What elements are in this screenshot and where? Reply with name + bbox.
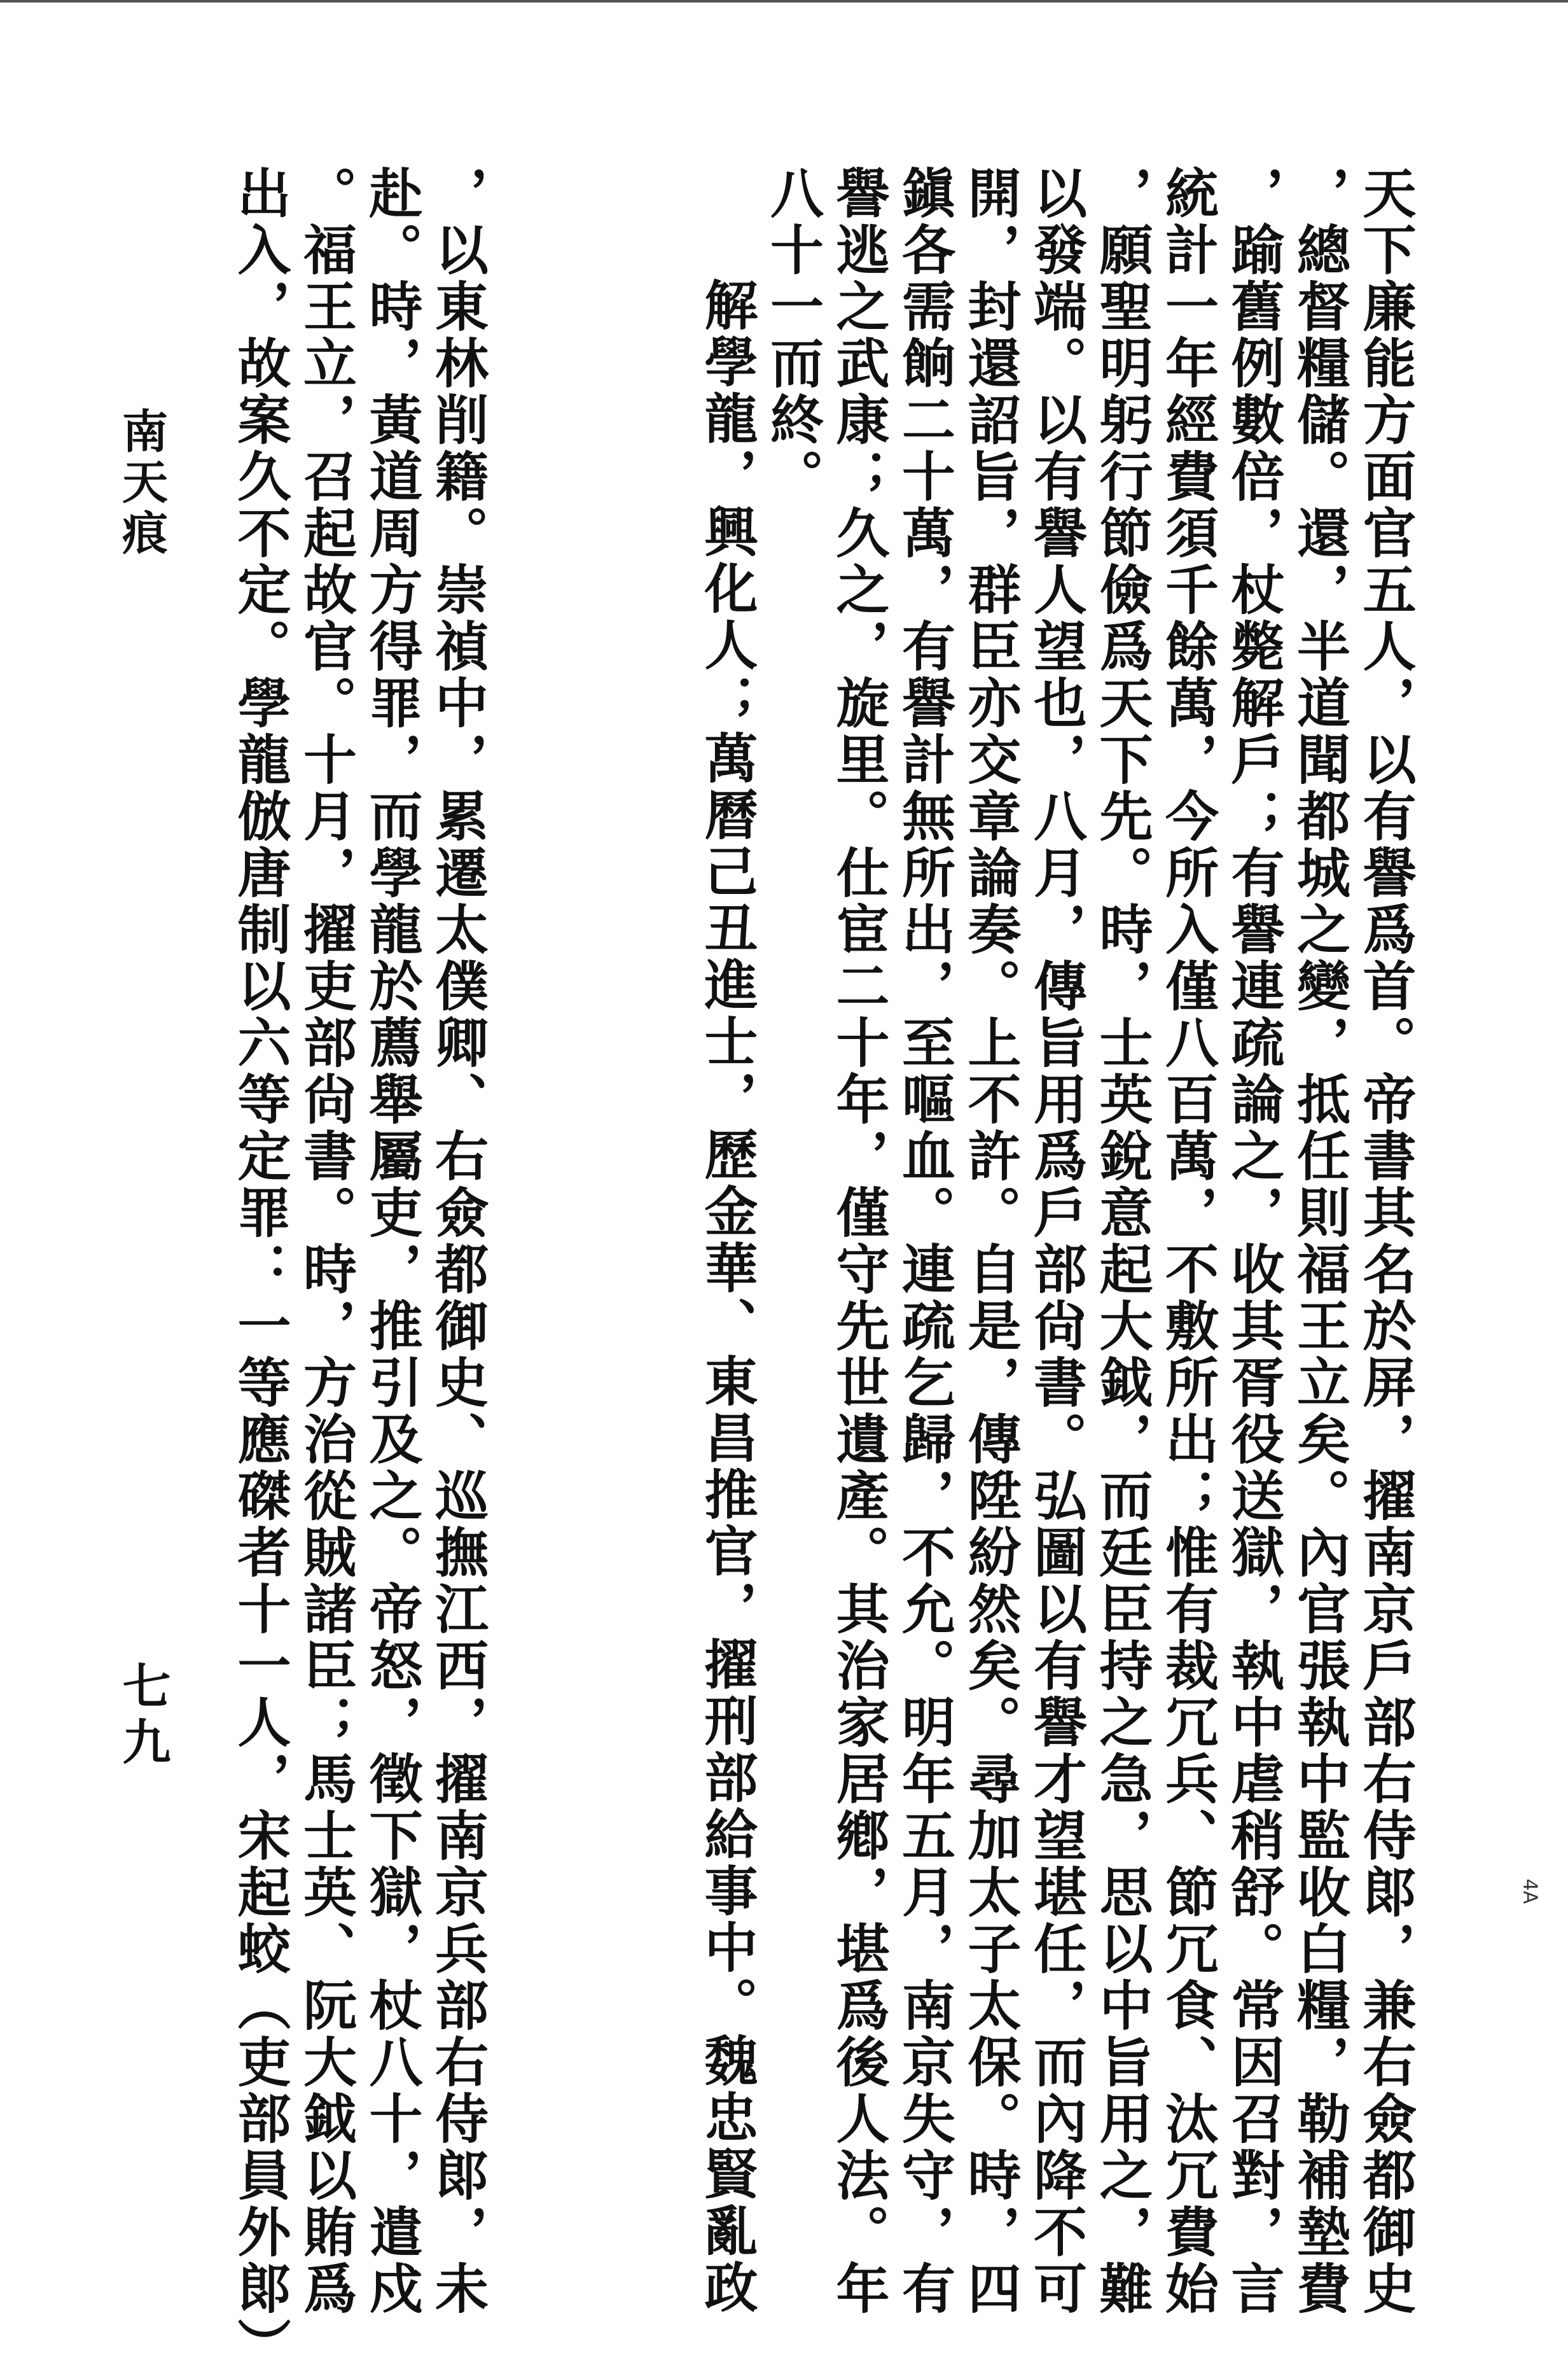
main-text-block [159, 165, 1419, 2374]
text-column: 出入，故案久不定。學龍倣唐制以六等定罪：一等應磔者十一人，宋起蛟（吏部員外郞） [229, 165, 292, 2374]
text-column: 譽逃之武康；久之，旋里。仕宦二十年，僅守先世遺產。其治家居鄕，堪爲後人法。年 [828, 165, 891, 2317]
text-column: 統計一年經費須千餘萬，今所入僅八百萬，不敷所出；惟有裁冗兵、節冗食、汰冗費始 [1156, 165, 1220, 2317]
text-column: ，以東林削籍。崇禎中，累遷太僕卿、右僉都御史、巡撫江西，擢南京兵部右侍郞，未 [426, 165, 490, 2317]
text-column: 。福王立，召起故官。十月，擢吏部尙書。時，方治從賊諸臣；馬士英、阮大鉞以賄爲 [295, 165, 358, 2317]
text-column: 以發端。以有譽人望也，八月，傳旨用爲戶部尙書。弘圖以有譽才望堪任，而內降不可 [1025, 165, 1088, 2317]
margin-mark: 4A [1518, 1878, 1541, 1904]
page-number: 七九 [114, 1661, 171, 1773]
top-border-line [0, 0, 1568, 3]
text-column: 赴。時，黃道周方得罪，而學龍於薦舉屬吏，推引及之。帝怒，徵下獄，杖八十，遣戍 [361, 165, 424, 2317]
text-column: ，總督糧儲。還，半道聞都城之變，抵任則福王立矣。內官張執中監收白糧，勒補墊費 [1288, 165, 1352, 2317]
text-column-entry-start: 解學龍，興化人；萬曆己丑進士，歷金華、東昌推官，擢刑部給事中。魏忠賢亂政 [696, 277, 759, 2316]
text-column: 八十一而終。 [761, 165, 825, 505]
running-head: 南天痕 [114, 407, 169, 560]
text-column: ，願聖明躬行節儉爲天下先。時，士英銳意起大鉞，而廷臣持之急，思以中旨用之，難 [1091, 165, 1154, 2317]
text-column: 天下廉能方面官五人，以有譽爲首。帝書其名於屏，擢南京戶部右侍郞，兼右僉都御史 [1354, 165, 1417, 2317]
text-column: 開，封還詔旨，群臣亦交章論奏。上不許。自是，傳陞紛然矣。尋加太子太保。時，四 [959, 165, 1022, 2317]
text-column: 鎭各需餉二十萬，有譽計無所出，至嘔血。連疏乞歸，不允。明年五月，南京失守，有 [893, 165, 957, 2317]
text-column: ，踰舊例數倍，杖斃解戶；有譽連疏論之，收其胥役送獄，執中虐稍舒。常因召對，言 [1223, 165, 1286, 2317]
